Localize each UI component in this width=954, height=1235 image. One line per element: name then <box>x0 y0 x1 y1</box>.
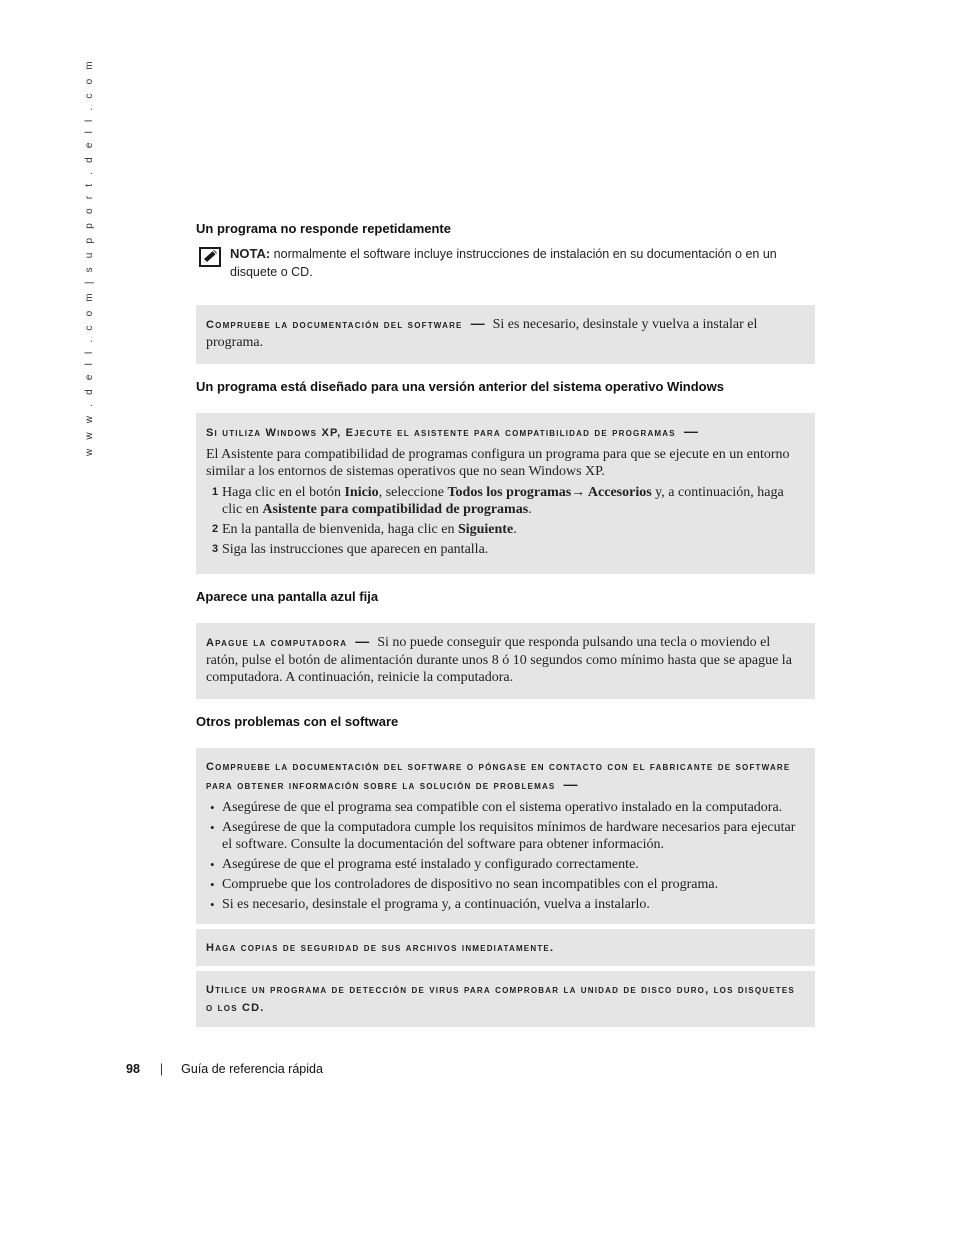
note-pencil-icon <box>199 247 221 267</box>
list-item: • Compruebe que los controladores de dispositivo no sean incompatibles con el programa. <box>210 877 719 892</box>
box-check-documentation <box>196 305 815 364</box>
list-item: • Asegúrese de que la computadora cumple los requisitos mínimos de hardware necesarios para ejecutar el software. Consulte la documentación del software para obtener información. <box>210 820 796 852</box>
step-item <box>206 521 805 538</box>
bullet-list <box>206 799 805 913</box>
footer-separator: | <box>159 1062 164 1076</box>
compat-wizard-label: Asistente para compatibilidad de programas <box>262 502 529 517</box>
step-number: 2 <box>212 523 219 535</box>
step-text: Haga clic en el botón <box>222 485 345 500</box>
page-number: 98 <box>126 1062 140 1076</box>
note <box>196 245 796 281</box>
box-backup-files <box>196 929 815 966</box>
bullet-text: Asegúrese de que el programa esté instalado y configurado correctamente. <box>222 857 639 872</box>
box-virus-scan <box>196 971 815 1027</box>
box2-title: Si utiliza Windows XP, Ejecute el asistente para compatibilidad de programas <box>206 427 676 439</box>
step-item <box>206 484 805 518</box>
box6-title: Utilice un programa de detección de virus para comprobar la unidad de disco duro, los disquetes o los CD. <box>206 984 795 1014</box>
note-label: NOTA: <box>230 246 271 261</box>
box1-dash: — <box>470 315 485 331</box>
list-item: • Asegúrese de que el programa sea compatible con el sistema operativo instalado en la computadora. <box>210 800 783 815</box>
start-button-label: Inicio <box>344 485 379 500</box>
heading-pantalla-azul: Aparece una pantalla azul fija <box>196 589 379 604</box>
step-number: 1 <box>212 486 219 498</box>
box2-dash: — <box>683 423 698 439</box>
note-text: normalmente el software incluye instrucciones de instalación en su documentación o en un disquete o CD. <box>230 247 777 279</box>
heading-no-responde: Un programa no responde repetidamente <box>196 221 451 236</box>
box5-title: Haga copias de seguridad de sus archivos inmediatamente. <box>206 942 555 954</box>
box1-title: Compruebe la documentación del software <box>206 319 463 331</box>
sidebar-url: w w w . d e l l . c o m | s u p p o r t . d e l l . c o m <box>84 58 95 456</box>
step-number: 3 <box>212 543 219 555</box>
bullet-text: Asegúrese de que el programa sea compatible con el sistema operativo instalado en la computadora. <box>222 800 783 815</box>
all-programs-accessories-label: Todos los programas→ Accesorios <box>447 485 652 500</box>
list-item: • Si es necesario, desinstale el programa y, a continuación, vuelva a instalarlo. <box>210 897 650 912</box>
steps-list <box>206 484 805 558</box>
bullet-text: Compruebe que los controladores de dispositivo no sean incompatibles con el programa. <box>222 877 719 892</box>
step-text: En la pantalla de bienvenida, haga clic en <box>222 522 458 537</box>
box3-title: Apague la computadora <box>206 637 348 649</box>
heading-otros-problemas: Otros problemas con el software <box>196 714 399 729</box>
box2-intro: El Asistente para compatibilidad de programas configura un programa para que se ejecute en un entorno similar a los entornos de sistemas operativos que no sean Windows XP. <box>206 447 790 479</box>
box3-dash: — <box>355 633 370 649</box>
step-text: , seleccione <box>378 485 448 500</box>
box1-text: Si es necesario, desinstale y vuelva a instalar el programa. <box>206 317 758 350</box>
box4-title: Compruebe la documentación del software o póngase en contacto con el fabricante de software para obtener información sobre la solución de problemas <box>206 761 791 792</box>
box-compatibility-wizard <box>196 413 815 574</box>
box4-dash: — <box>563 776 578 792</box>
heading-version-anterior: Un programa está diseñado para una versión anterior del sistema operativo Windows <box>196 379 724 394</box>
step-text: Siga las instrucciones que aparecen en pantalla. <box>222 542 489 557</box>
step-text: . <box>513 522 517 537</box>
next-button-label: Siguiente <box>457 522 514 537</box>
bullet-text: Asegúrese de que la computadora cumple los requisitos mínimos de hardware necesarios para ejecutar el software. Consulte la documentación del software para obtener información. <box>222 820 796 852</box>
step-text: . <box>528 502 532 517</box>
step-text: y, a continuación, haga clic en <box>222 485 784 517</box>
footer-title: Guía de referencia rápida <box>181 1062 323 1076</box>
box-other-software-problems <box>196 748 815 924</box>
list-item: • Asegúrese de que el programa esté instalado y configurado correctamente. <box>210 857 639 872</box>
bullet-text: Si es necesario, desinstale el programa y, a continuación, vuelva a instalarlo. <box>222 897 650 912</box>
page-footer <box>126 1062 323 1076</box>
box-shutdown-computer <box>196 623 815 699</box>
box3-text: Si no puede conseguir que responda pulsando una tecla o moviendo el ratón, pulse el botón de alimentación durante unos 8 ó 10 segundos como mínimo hasta que se apague la computadora. A continuación, reinicie la computadora. <box>206 635 792 685</box>
step-item <box>206 541 805 558</box>
